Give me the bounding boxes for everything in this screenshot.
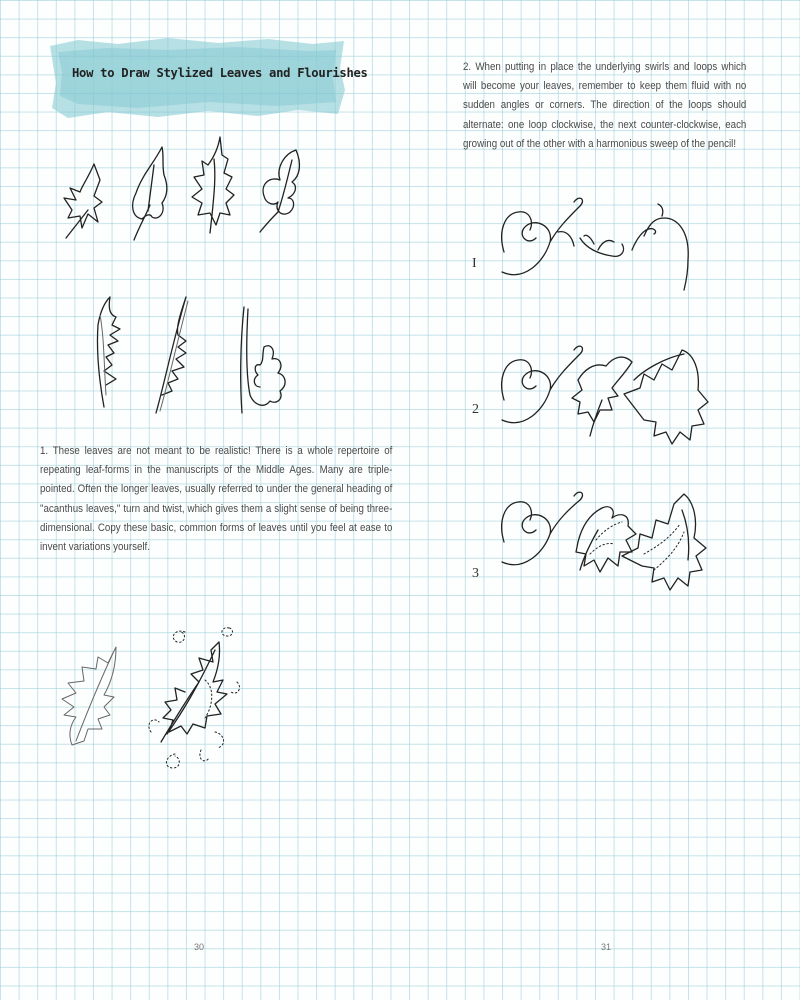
leaf-drawing-3	[188, 135, 238, 235]
leaf-detailed-drawing	[145, 622, 245, 777]
page-number-right: 31	[601, 942, 612, 952]
leaf-drawing-2	[124, 145, 174, 245]
flourish-stage-3	[494, 490, 714, 605]
step-label-1: I	[472, 256, 477, 271]
step-2-text: 2. When putting in place the underlying swirls and loops which will become your leaves, remember to keep them fluid with no sudden angles or corners. The direction of the loops should alternate: one loop clockwise, the next counter-clockwise, each growing out of the other with a harmonious sweep of the pencil!	[463, 61, 747, 150]
step-label-2: 2	[472, 402, 479, 417]
leaf-drawing-6	[150, 295, 195, 415]
leaf-drawing-5	[90, 295, 130, 410]
step-1-text: 1. These leaves are not meant to be realistic! There is a whole repertoire of repeating leaf-forms in the manuscripts of the Middle Ages. Many are triple-pointed. Often the longer leaves, usually referred to under the general heading of "acanthus leaves," turn and twist, which gives them a slight sense of being three-dimensional. Copy these basic, common forms of leaves until you feel at ease to invent variations yourself.	[40, 445, 393, 554]
leaf-drawing-4	[256, 146, 306, 236]
leaf-drawing-1	[58, 158, 108, 243]
step-label-3: 3	[472, 566, 479, 581]
leaf-outline-drawing	[58, 645, 123, 750]
flourish-stage-2	[494, 340, 714, 455]
page-title: How to Draw Stylized Leaves and Flourishes	[72, 66, 368, 80]
page-number-left: 30	[194, 942, 205, 952]
flourish-stage-1	[494, 192, 714, 302]
leaf-drawing-7	[236, 305, 291, 415]
